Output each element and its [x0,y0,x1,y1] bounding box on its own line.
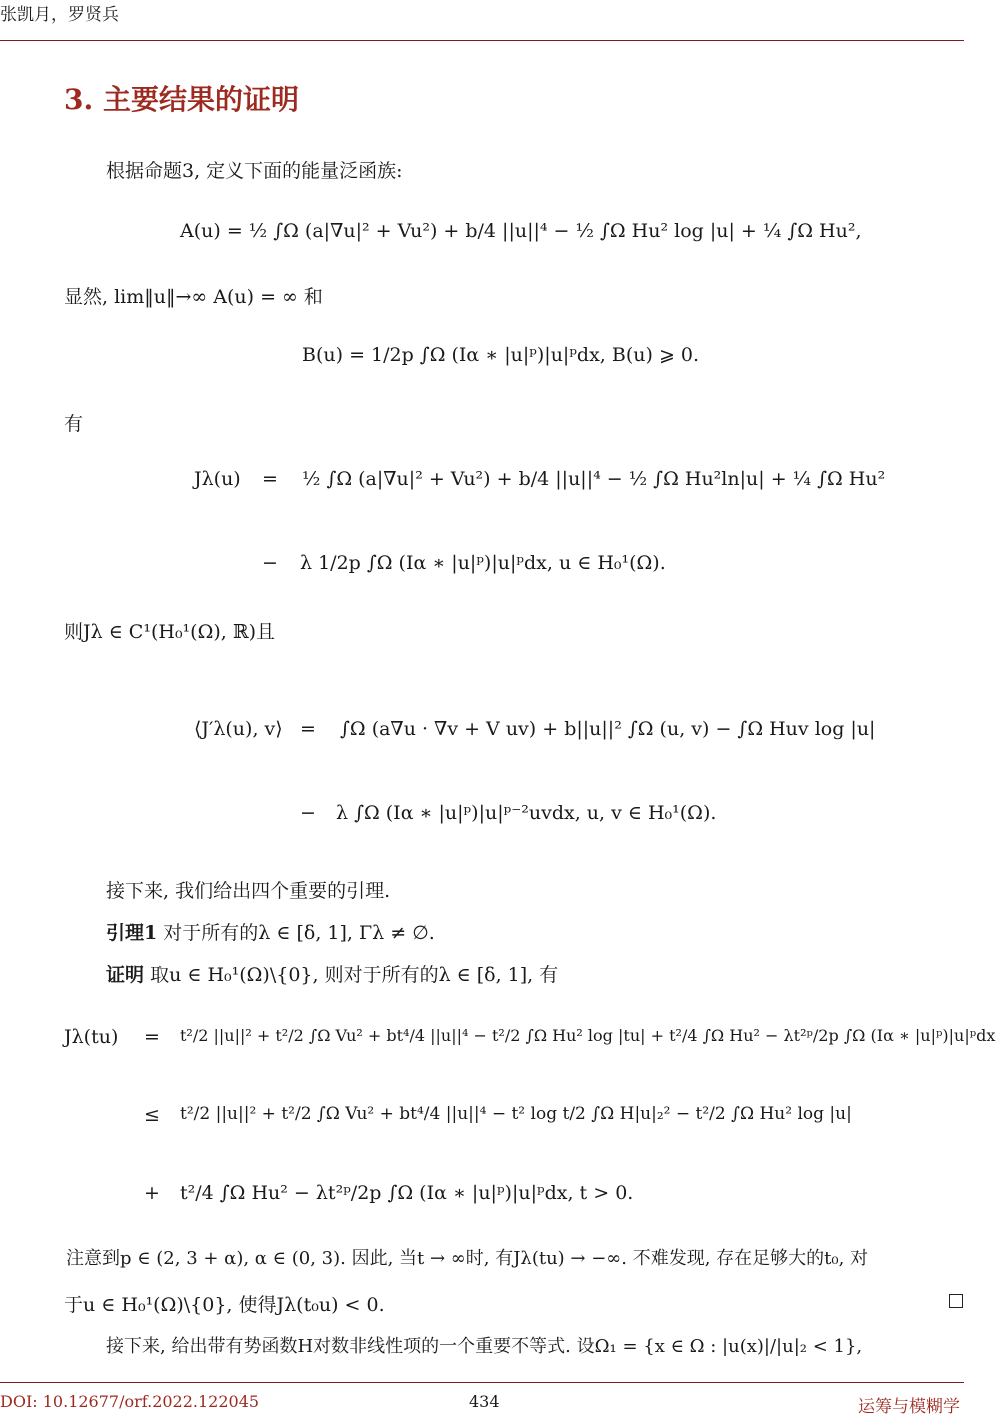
paragraph-you: 有 [64,413,84,435]
paragraph-limit: 显然, lim‖u‖→∞ A(u) = ∞ 和 [64,286,323,308]
equation-J-rhs: ½ ∫Ω (a|∇u|² + Vu²) + b/4 ||u||⁴ − ½ ∫Ω Hu²ln|u| + ¼ ∫Ω Hu² [302,468,886,490]
paragraph-conclusion-2: 于u ∈ H₀¹(Ω)\{0}, 使得Jλ(t₀u) < 0. [64,1294,385,1316]
equation-Jtu2-rhs: t²/2 ||u||² + t²/2 ∫Ω Vu² + bt⁴/4 ||u||⁴ − t² log t/2 ∫Ω H|u|₂² − t²/2 ∫Ω Hu² log |u| [180,1104,852,1124]
lemma-label: 引理1 [106,922,158,944]
header-authors: 张凯月，罗贤兵 [0,5,119,25]
header-rule [0,40,964,41]
equation-derivative-rhs: ∫Ω (a∇u · ∇v + V uv) + b||u||² ∫Ω (u, v) − ∫Ω Huv log |u| [340,718,876,740]
paragraph-regularity: 则Jλ ∈ C¹(H₀¹(Ω), ℝ)且 [64,621,276,643]
equation-Jtu3-operator: + [144,1182,160,1204]
footer-rule [0,1382,964,1383]
equation-J2-rhs: λ 1/2p ∫Ω (Iα ∗ |u|ᵖ)|u|ᵖdx, u ∈ H₀¹(Ω). [300,552,666,574]
paragraph-intro: 根据命题3, 定义下面的能量泛函族: [106,160,403,182]
equation-J-lhs: Jλ(u) [194,468,241,490]
footer-page-number: 434 [469,1392,500,1411]
lemma-text: 对于所有的λ ∈ [δ, 1], Γλ ≠ ∅. [163,922,435,944]
equation-Jtu-lhs: Jλ(tu) [64,1026,119,1048]
equation-derivative2-rhs: λ ∫Ω (Iα ∗ |u|ᵖ)|u|ᵖ⁻²uvdx, u, v ∈ H₀¹(Ω). [336,802,717,824]
section-title: 3. 主要结果的证明 [64,83,299,116]
equation-B: B(u) = 1/2p ∫Ω (Iα ∗ |u|ᵖ)|u|ᵖdx, B(u) ⩾ 0. [302,344,700,366]
equation-Jtu3-rhs: t²/4 ∫Ω Hu² − λt²ᵖ/2p ∫Ω (Iα ∗ |u|ᵖ)|u|ᵖdx, t > 0. [180,1182,634,1204]
paragraph-inequality-intro: 接下来, 给出带有势函数H对数非线性项的一个重要不等式. 设Ω₁ = {x ∈ Ω : |u(x)|/|u|₂ < 1}, [106,1336,863,1357]
qed-square-icon [949,1294,963,1308]
lemma-1 [106,918,435,945]
equation-Jtu-rhs: t²/2 ||u||² + t²/2 ∫Ω Vu² + bt⁴/4 ||u||⁴ − t²/2 ∫Ω Hu² log |tu| + t²/4 ∫Ω Hu² − λt²ᵖ/2p ∫Ω (Iα ∗ |u|ᵖ)|u|ᵖdx [180,1026,996,1045]
equation-Jtu2-operator: ≤ [144,1104,160,1126]
footer-doi[interactable]: DOI: 10.12677/orf.2022.122045 [0,1392,260,1411]
equation-J2-operator: − [262,552,278,574]
equation-A: A(u) = ½ ∫Ω (a|∇u|² + Vu²) + b/4 ||u||⁴ − ½ ∫Ω Hu² log |u| + ¼ ∫Ω Hu², [180,220,862,242]
paragraph-conclusion-1: 注意到p ∈ (2, 3 + α), α ∈ (0, 3). 因此, 当t → ∞时, 有Jλ(tu) → −∞. 不难发现, 存在足够大的t₀, 对 [66,1248,869,1269]
proof-label: 证明 [106,964,145,986]
footer-journal: 运筹与模糊学 [858,1397,960,1417]
paragraph-lemmas-intro: 接下来, 我们给出四个重要的引理. [106,880,391,902]
equation-J-equals: = [262,468,278,490]
proof-start [106,960,558,987]
equation-derivative-lhs: ⟨J′λ(u), v⟩ [194,718,283,740]
equation-derivative-equals: = [300,718,316,740]
equation-Jtu-equals: = [144,1026,160,1048]
proof-text: 取u ∈ H₀¹(Ω)\{0}, 则对于所有的λ ∈ [δ, 1], 有 [150,964,559,986]
equation-derivative2-operator: − [300,802,316,824]
